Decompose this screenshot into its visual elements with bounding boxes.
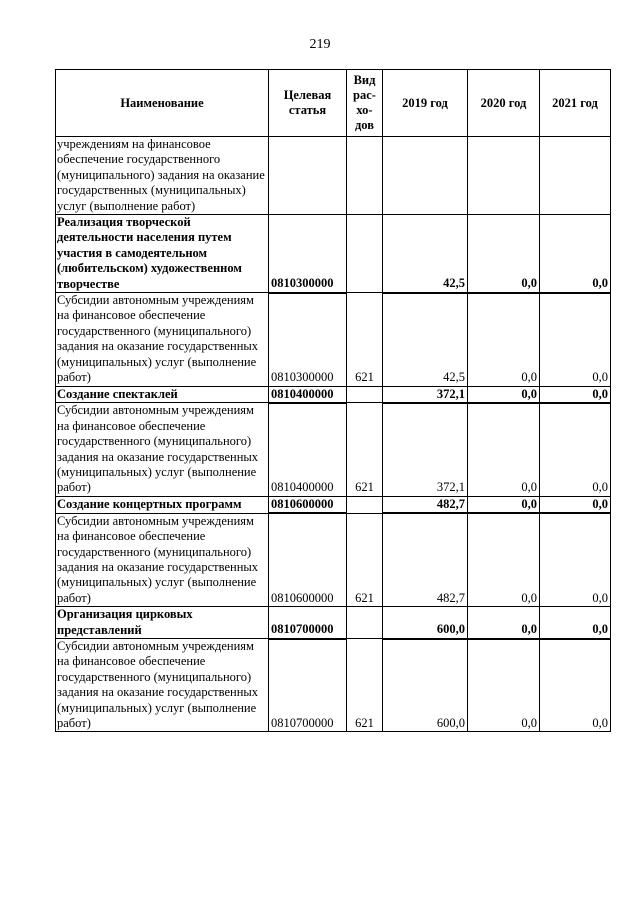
cell-2020 — [468, 137, 540, 215]
cell-2021 — [540, 137, 611, 215]
cell-2019: 42,5 — [383, 293, 468, 386]
cell-name: Реализация творческой деятельности населения путем участия в самодеятельном (любительском) художественном творчестве — [56, 215, 269, 293]
cell-kind — [347, 496, 383, 513]
cell-kind: 621 — [347, 293, 383, 386]
header-2019: 2019 год — [383, 70, 468, 137]
header-name: Наименование — [56, 70, 269, 137]
table-row — [56, 639, 611, 732]
table-header-row — [56, 70, 611, 137]
cell-kind — [347, 607, 383, 639]
table-row — [56, 513, 611, 606]
cell-2021: 0,0 — [540, 293, 611, 386]
cell-2020: 0,0 — [468, 639, 540, 732]
cell-2020: 0,0 — [468, 386, 540, 403]
cell-target: 0810400000 — [269, 386, 347, 403]
cell-2021: 0,0 — [540, 639, 611, 732]
budget-table — [55, 69, 611, 732]
table-row — [56, 386, 611, 403]
cell-target — [269, 137, 347, 215]
cell-2019: 600,0 — [383, 607, 468, 639]
cell-kind: 621 — [347, 639, 383, 732]
cell-name: Организация цирковых представлений — [56, 607, 269, 639]
cell-kind — [347, 386, 383, 403]
cell-2019: 482,7 — [383, 496, 468, 513]
cell-2019 — [383, 137, 468, 215]
page-number: 219 — [309, 37, 331, 52]
cell-target: 0810300000 — [269, 293, 347, 386]
cell-2019: 600,0 — [383, 639, 468, 732]
cell-name: учреждениям на финансовое обеспечение государственного (муниципального) задания на оказание государственных (муниципальных) услуг (выполнение работ) — [56, 137, 269, 215]
cell-target: 0810700000 — [269, 607, 347, 639]
cell-2021: 0,0 — [540, 513, 611, 606]
cell-2019: 42,5 — [383, 215, 468, 293]
cell-2020: 0,0 — [468, 496, 540, 513]
table-row — [56, 496, 611, 513]
table-row — [56, 215, 611, 293]
cell-target: 0810600000 — [269, 513, 347, 606]
cell-2021: 0,0 — [540, 607, 611, 639]
cell-2019: 372,1 — [383, 403, 468, 496]
table-row — [56, 293, 611, 386]
cell-name: Субсидии автономным учреждениям на финансовое обеспечение государственного (муниципального) задания на оказание государственных (муниципальных) услуг (выполнение работ) — [56, 513, 269, 606]
cell-target: 0810300000 — [269, 215, 347, 293]
cell-target: 0810400000 — [269, 403, 347, 496]
cell-name: Субсидии автономным учреждениям на финансовое обеспечение государственного (муниципального) задания на оказание государственных (муниципальных) услуг (выполнение работ) — [56, 293, 269, 386]
cell-2020: 0,0 — [468, 513, 540, 606]
cell-2019: 482,7 — [383, 513, 468, 606]
header-target: Целевая статья — [269, 70, 347, 137]
cell-kind — [347, 137, 383, 215]
cell-2021: 0,0 — [540, 386, 611, 403]
cell-2021: 0,0 — [540, 496, 611, 513]
table-row — [56, 137, 611, 215]
cell-target: 0810600000 — [269, 496, 347, 513]
table-row — [56, 403, 611, 496]
table-row — [56, 607, 611, 639]
cell-kind: 621 — [347, 513, 383, 606]
header-2021: 2021 год — [540, 70, 611, 137]
cell-2020: 0,0 — [468, 215, 540, 293]
cell-2021: 0,0 — [540, 215, 611, 293]
cell-name: Субсидии автономным учреждениям на финансовое обеспечение государственного (муниципального) задания на оказание государственных (муниципальных) услуг (выполнение работ) — [56, 403, 269, 496]
cell-2019: 372,1 — [383, 386, 468, 403]
cell-kind — [347, 215, 383, 293]
cell-kind: 621 — [347, 403, 383, 496]
cell-name: Создание спектаклей — [56, 386, 269, 403]
cell-target: 0810700000 — [269, 639, 347, 732]
cell-name: Создание концертных программ — [56, 496, 269, 513]
cell-name: Субсидии автономным учреждениям на финансовое обеспечение государственного (муниципального) задания на оказание государственных (муниципальных) услуг (выполнение работ) — [56, 639, 269, 732]
cell-2020: 0,0 — [468, 403, 540, 496]
header-2020: 2020 год — [468, 70, 540, 137]
header-kind: Вид рас- хо- дов — [347, 70, 383, 137]
cell-2020: 0,0 — [468, 607, 540, 639]
cell-2021: 0,0 — [540, 403, 611, 496]
cell-2020: 0,0 — [468, 293, 540, 386]
